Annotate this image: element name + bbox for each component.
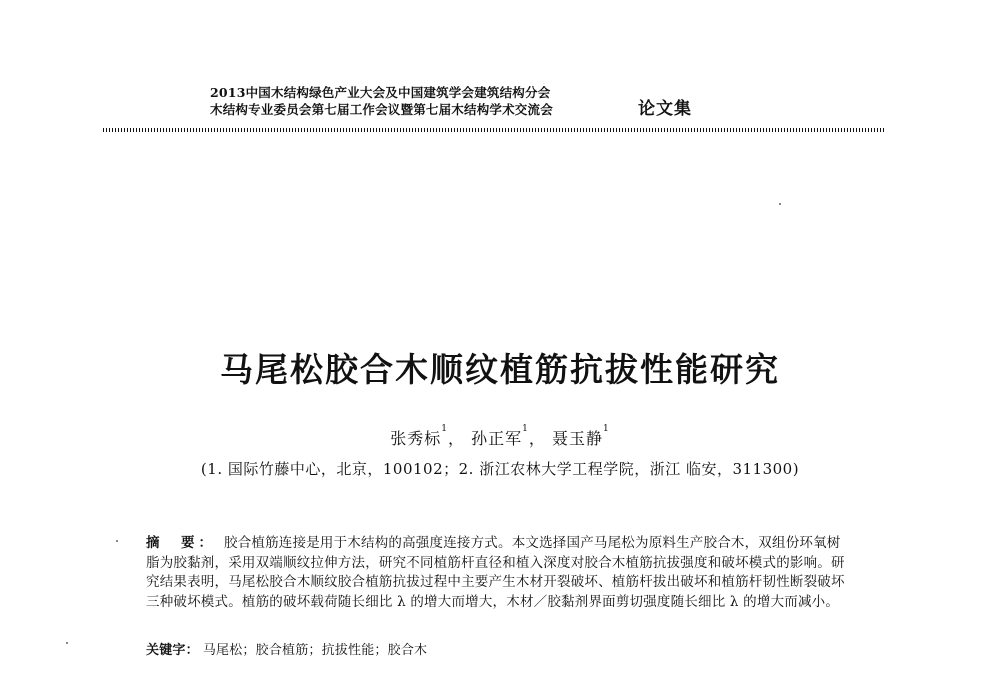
scan-speck bbox=[779, 203, 781, 205]
author-affil-mark: 1 bbox=[522, 424, 529, 434]
author-name: 孙正军 bbox=[471, 429, 523, 448]
conference-line-1: 2013中国木结构绿色产业大会及中国建筑学会建筑结构分会 bbox=[210, 85, 551, 100]
author-separator: ， bbox=[528, 429, 546, 448]
author-affil-mark: 1 bbox=[603, 424, 610, 434]
abstract bbox=[146, 534, 846, 612]
running-header bbox=[0, 84, 1000, 132]
scan-speck bbox=[66, 642, 68, 644]
paper-title: 马尾松胶合木顺纹植筋抗拔性能研究 bbox=[220, 350, 780, 389]
author-name: 聂玉静 bbox=[551, 429, 603, 448]
proceedings-label: 论文集 bbox=[638, 99, 692, 119]
abstract-label: 摘 要： bbox=[146, 535, 216, 551]
conference-line-2: 木结构专业委员会第七届工作会议暨第七届木结构学术交流会 bbox=[210, 102, 553, 117]
author-affil-mark: 1 bbox=[441, 424, 449, 434]
author-name: 张秀标 bbox=[390, 429, 442, 448]
abstract-text: 胶合植筋连接是用于木结构的高强度连接方式。本文选择国产马尾松为原料生产胶合木，双组份环氧树脂为胶黏剂，采用双端顺纹拉伸方法，研究不同植筋杆直径和植入深度对胶合木植筋抗拔强度和破坏模式的影响。研究结果表明，马尾松胶合木顺纹胶合植筋抗拔过程中主要产生木材开裂破坏、植筋杆拔出破坏和植筋杆韧性断裂破坏三种破坏模式。植筋的破坏载荷随长细比 λ 的增大而增大，木材／胶黏剂界面剪切强度随长细比 λ 的增大而减小。 bbox=[146, 535, 845, 610]
header-rule bbox=[103, 128, 885, 132]
conference-name bbox=[210, 84, 630, 118]
keywords bbox=[146, 639, 846, 658]
scan-speck bbox=[116, 540, 118, 542]
author-list bbox=[0, 426, 1000, 449]
author-separator: ， bbox=[448, 429, 466, 448]
keywords-label: 关键字： bbox=[146, 643, 199, 658]
keywords-text: 马尾松；胶合植筋；抗拔性能；胶合木 bbox=[202, 643, 428, 658]
affiliations: (1. 国际竹藤中心，北京，100102；2. 浙江农林大学工程学院，浙江 临安，311300) bbox=[200, 460, 800, 478]
